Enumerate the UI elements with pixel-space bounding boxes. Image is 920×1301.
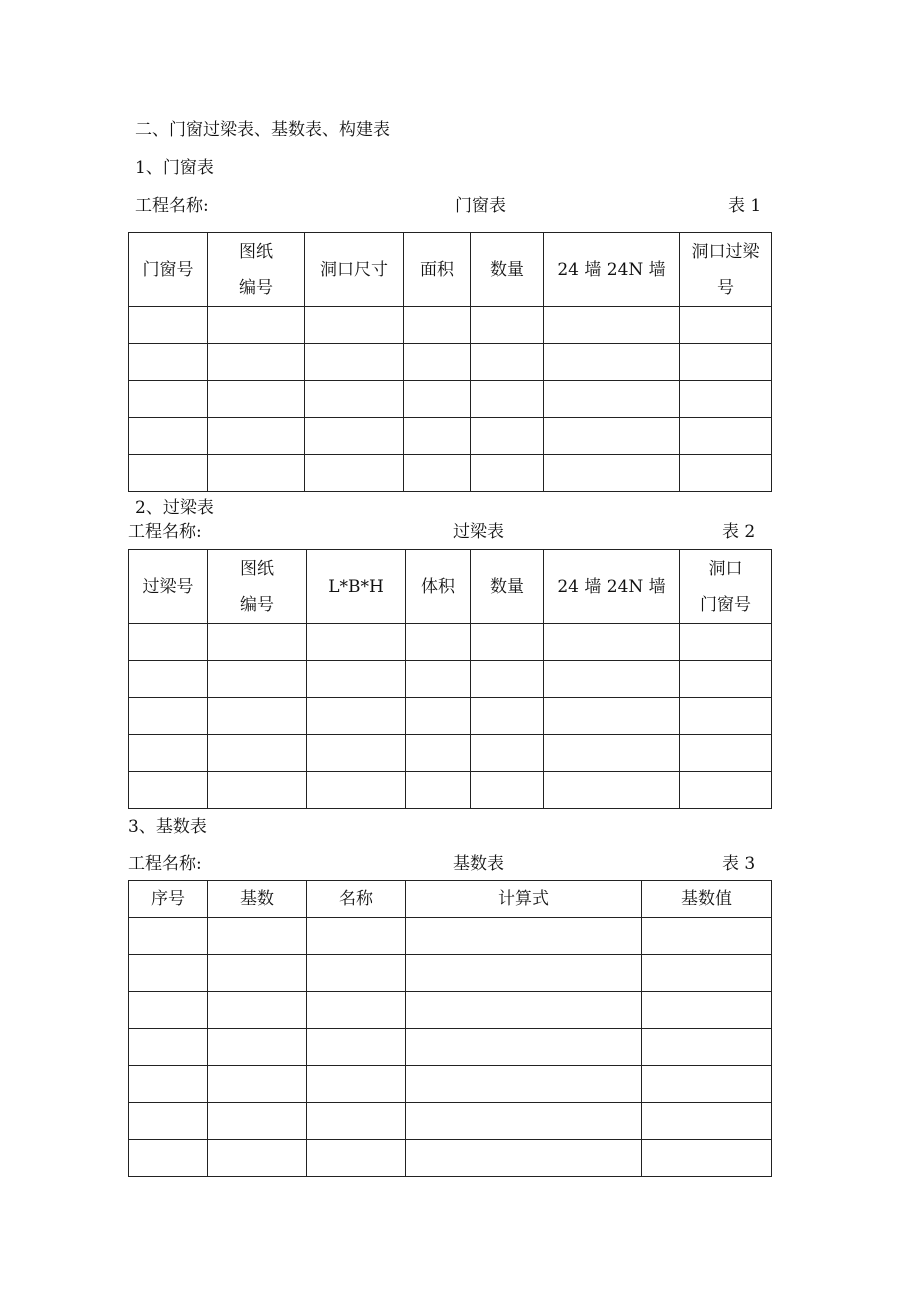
header-cell: 图纸 编号 — [208, 233, 305, 307]
table1-heading: 1、门窗表 — [135, 158, 214, 178]
table-row — [129, 1066, 772, 1103]
header-cell: 基数值 — [642, 881, 772, 918]
table2-heading: 2、过梁表 — [135, 498, 214, 518]
header-cell: 洞口 门窗号 — [680, 550, 772, 624]
table-row — [129, 698, 772, 735]
table1-number: 表 1 — [728, 196, 762, 216]
header-cell: 数量 — [471, 233, 544, 307]
table2-number: 表 2 — [722, 522, 756, 542]
base-value-table — [128, 880, 772, 1177]
header-cell: 数量 — [471, 550, 544, 624]
table-row — [129, 624, 772, 661]
table-row — [129, 344, 772, 381]
table3-project-label: 工程名称: — [128, 854, 202, 874]
table-row — [129, 735, 772, 772]
table3-heading: 3、基数表 — [128, 817, 207, 837]
table-row — [129, 918, 772, 955]
table-row — [129, 955, 772, 992]
header-cell: 序号 — [129, 881, 208, 918]
table-row — [129, 455, 772, 492]
header-cell: 图纸 编号 — [208, 550, 307, 624]
door-window-table — [128, 232, 772, 492]
header-cell: 基数 — [208, 881, 307, 918]
section-title: 二、门窗过梁表、基数表、构建表 — [135, 120, 390, 140]
header-cell: 洞口过梁 号 — [680, 233, 772, 307]
header-cell: 名称 — [307, 881, 406, 918]
header-cell: 24 墙 24N 墙 — [544, 233, 680, 307]
table-header-row — [129, 881, 772, 918]
header-cell: 过梁号 — [129, 550, 208, 624]
table-row — [129, 661, 772, 698]
header-cell: 面积 — [404, 233, 471, 307]
table-row — [129, 1029, 772, 1066]
table-row — [129, 307, 772, 344]
table3-center-title: 基数表 — [453, 854, 504, 874]
lintel-table — [128, 549, 772, 809]
header-cell: 洞口尺寸 — [305, 233, 404, 307]
table3-number: 表 3 — [722, 854, 756, 874]
table-row — [129, 1140, 772, 1177]
header-cell: L*B*H — [307, 550, 406, 624]
table-row — [129, 992, 772, 1029]
table-header-row — [129, 550, 772, 624]
table2-project-label: 工程名称: — [128, 522, 202, 542]
header-cell: 24 墙 24N 墙 — [544, 550, 680, 624]
table-row — [129, 1103, 772, 1140]
table1-center-title: 门窗表 — [455, 196, 506, 216]
table1-project-label: 工程名称: — [135, 196, 209, 216]
table-row — [129, 418, 772, 455]
header-cell: 体积 — [406, 550, 471, 624]
table-row — [129, 381, 772, 418]
table-header-row — [129, 233, 772, 307]
table-row — [129, 772, 772, 809]
header-cell: 门窗号 — [129, 233, 208, 307]
header-cell: 计算式 — [406, 881, 642, 918]
table2-center-title: 过梁表 — [453, 522, 504, 542]
